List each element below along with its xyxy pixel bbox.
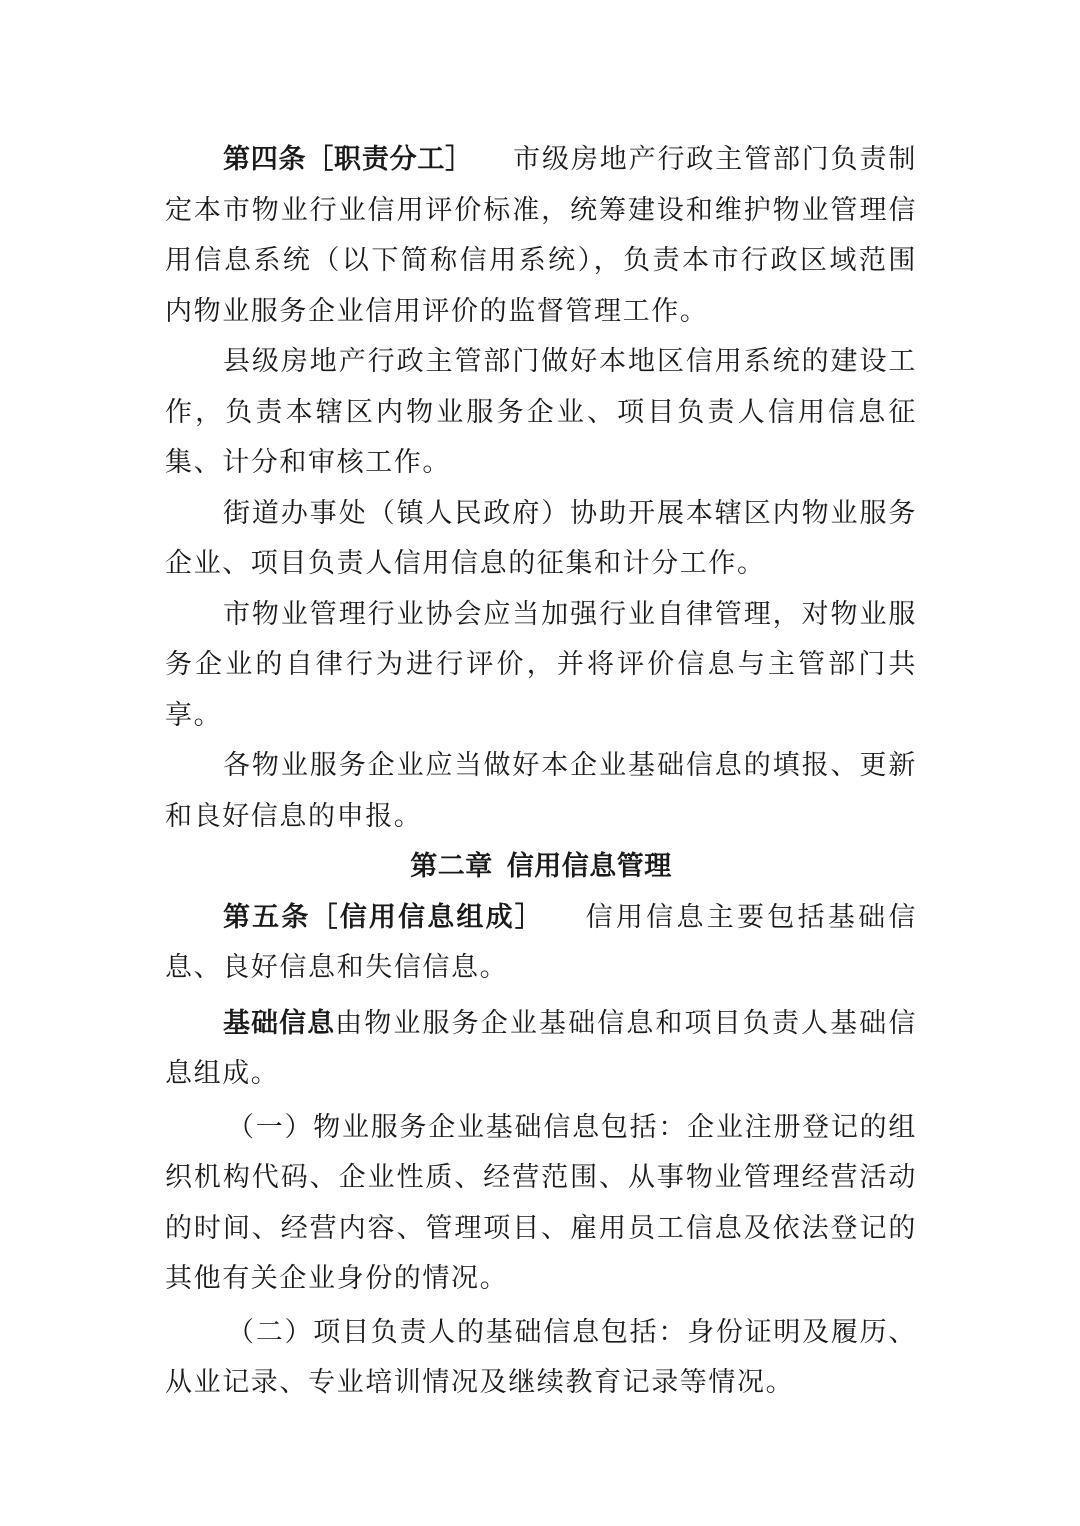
article-5-paragraph [165, 893, 917, 994]
article-4-street-paragraph: 街道办事处（镇人民政府）协助开展本辖区内物业服务企业、项目负责人信用信息的征集和计分工作。 [165, 497, 917, 579]
article-4-paragraph [165, 135, 917, 337]
article-4-text: 市级房地产行政主管部门负责制定本市物业行业信用评价标准，统筹建设和维护物业管理信用信息系统（以下简称信用系统），负责本市行政区域范围内物业服务企业信用评价的监督管理工作。 [165, 144, 917, 327]
article-4-heading: 第四条［职责分工］ [223, 144, 473, 175]
document-page [165, 135, 917, 1409]
chapter-2-number: 第二章 [410, 851, 493, 882]
article-4-enterprise-paragraph: 各物业服务企业应当做好本企业基础信息的填报、更新和良好信息的申报。 [165, 750, 917, 832]
article-4-county-paragraph: 县级房地产行政主管部门做好本地区信用系统的建设工作，负责本辖区内物业服务企业、项目负责人信用信息征集、计分和审核工作。 [165, 346, 917, 478]
enterprise-basic-info-item: （一）物业服务企业基础信息包括：企业注册登记的组织机构代码、企业性质、经营范围、从事物业管理经营活动的时间、经营内容、管理项目、雇用员工信息及依法登记的其他有关企业身份的情况。 [165, 1111, 917, 1294]
basic-info-paragraph [165, 999, 917, 1100]
article-5-intro: 信用信息主要包括基础信息、良好信息和失信信息。 [165, 901, 917, 983]
chapter-2-name: 信用信息管理 [506, 851, 672, 882]
chapter-2-title [165, 842, 917, 893]
basic-info-definition: 由物业服务企业基础信息和项目负责人基础信息组成。 [165, 1007, 918, 1089]
basic-info-term: 基础信息 [223, 1007, 336, 1039]
project-manager-basic-info-item: （二）项目负责人的基础信息包括：身份证明及履历、从业记录、专业培训情况及继续教育记录等情况。 [165, 1316, 917, 1398]
article-5-heading: 第五条［信用信息组成］ [223, 901, 544, 933]
article-4-association-paragraph: 市物业管理行业协会应当加强行业自律管理，对物业服务企业的自律行为进行评价，并将评价信息与主管部门共享。 [165, 598, 917, 731]
